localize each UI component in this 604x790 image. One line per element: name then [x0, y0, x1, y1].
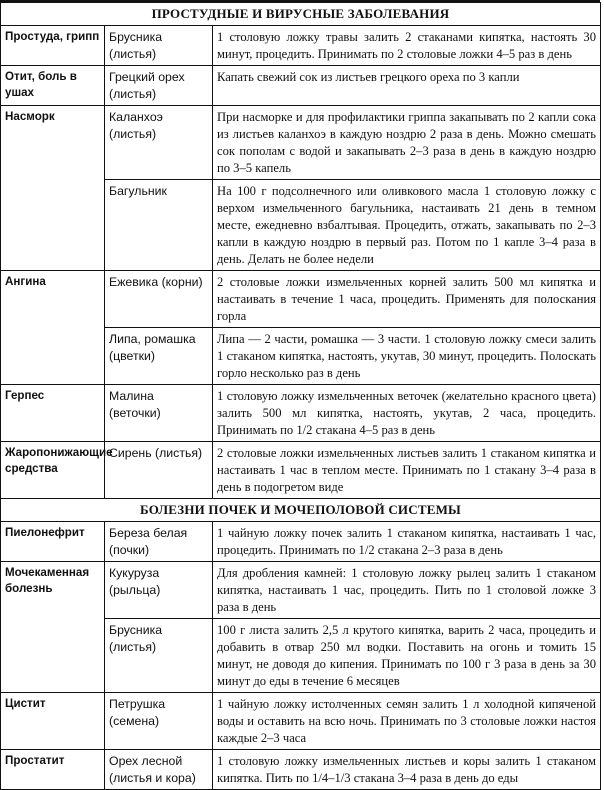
recipe-text: 1 чайную ложку истолченных семян залить 1 л холодной кипяченой воды и оставить на всю ночь. Принимать по 3 столовые ложки настоя каждые 2–3 часа — [213, 693, 601, 750]
plant-name: Малина (веточки) — [105, 385, 213, 442]
remedy-row — [1, 442, 601, 499]
recipe-text: 100 г листа залить 2,5 л крутого кипятка, варить 2 часа, процедить и добавить в отвар 250 мл водки. Поставить на огонь и томить 15 минут, не доводя до кипения. Принимать по 100 г 3 раза в день за 30 минут до еды в течение 6 месяцев — [213, 619, 601, 693]
disease-name: Пиелонефрит — [1, 522, 105, 562]
plant-name: Кукуруза (рыльца) — [105, 562, 213, 619]
remedy-row — [1, 26, 601, 66]
disease-name: Цистит — [1, 693, 105, 750]
plant-name: Ежевика (корни) — [105, 271, 213, 328]
remedies-table — [0, 2, 601, 790]
disease-name: Насморк — [1, 106, 105, 271]
section-title: БОЛЕЗНИ ПОЧЕК И МОЧЕПОЛОВОЙ СИСТЕМЫ — [1, 499, 601, 522]
disease-name: Ангина — [1, 271, 105, 385]
section-header-row — [1, 3, 601, 26]
remedy-row — [1, 562, 601, 619]
plant-name: Липа, ромашка (цветки) — [105, 328, 213, 385]
recipe-text: Для дробления камней: 1 столовую ложку рылец залить 1 стаканом кипятка, настаивать 1 час, процедить. Пить по 1 столовой ложке 3 раза в день — [213, 562, 601, 619]
section-header-row — [1, 499, 601, 522]
recipe-text: На 100 г подсолнечного или оливкового масла 1 столовую ложку с верхом измельченного багульника, настаивать 21 день в темном месте, ежедневно взбалтывая. Процедить, отжать, закапывать по 2–3 капли в каждую ноздрю в первый раз. Потом по 1 капле 3–4 раза в день. Делать не более недели — [213, 180, 601, 271]
recipe-text: 1 столовую ложку измельченных веточек (желательно красного цвета) залить 500 мл кипятка, настоять, укутав, 2 часа, процедить. Принимать по 1/2 стакана 4–5 раз в день — [213, 385, 601, 442]
plant-name: Брусника (листья) — [105, 26, 213, 66]
disease-name: Простатит — [1, 750, 105, 790]
recipe-text: 2 столовые ложки измельченных корней залить 500 мл кипятка и настаивать в течение 1 часа, процедить. Применять для полоскания горла — [213, 271, 601, 328]
recipe-text: 1 чайную ложку почек залить 1 стаканом кипятка, настаивать 1 час, процедить. Принимать по 1/2 стакана 2–3 раза в день — [213, 522, 601, 562]
remedy-row — [1, 66, 601, 106]
recipe-text: Капать свежий сок из листьев грецкого ореха по 3 капли — [213, 66, 601, 106]
recipe-text: 1 столовую ложку измельченных листьев и коры залить 1 стаканом кипятка. Пить по 1/4–1/3 стакана 3–4 раза в день до еды — [213, 750, 601, 790]
disease-name: Мочекаменная болезнь — [1, 562, 105, 693]
remedy-row — [1, 693, 601, 750]
remedy-row — [1, 750, 601, 790]
remedy-row — [1, 106, 601, 180]
plant-name: Орех лесной (листья и кора) — [105, 750, 213, 790]
recipe-text: Липа — 2 части, ромашка — 3 части. 1 столовую ложку смеси залить 1 стаканом кипятка, настоять, укутав, 30 минут, процедить. Полоскать горло несколько раз в день — [213, 328, 601, 385]
disease-name: Простуда, грипп — [1, 26, 105, 66]
recipe-text: 2 столовые ложки измельченных листьев залить 1 стаканом кипятка и настаивать 1 час в теплом месте. Принимать по 1 стакану 3–4 раза в день в подогретом виде — [213, 442, 601, 499]
disease-name: Отит, боль в ушах — [1, 66, 105, 106]
recipe-text: При насморке и для профилактики гриппа закапывать по 2 капли сока из листьев каланхоэ в каждую ноздрю 2 раза в день. Можно смешать сок пополам с водой и закапывать 2–3 раза в день в каждую ноздрю по 3–5 капель — [213, 106, 601, 180]
remedies-table-body — [1, 3, 601, 790]
remedy-row — [1, 522, 601, 562]
plant-name: Береза белая (почки) — [105, 522, 213, 562]
disease-name: Жаропонижающие средства — [1, 442, 105, 499]
plant-name: Сирень (листья) — [105, 442, 213, 499]
plant-name: Брусника (листья) — [105, 619, 213, 693]
recipe-text: 1 столовую ложку травы залить 2 стаканами кипятка, настоять 30 минут, процедить. Принимать по 2 столовые ложки 4–5 раз в день — [213, 26, 601, 66]
plant-name: Грецкий орех (листья) — [105, 66, 213, 106]
disease-name: Герпес — [1, 385, 105, 442]
remedy-row — [1, 385, 601, 442]
plant-name: Каланхоэ (листья) — [105, 106, 213, 180]
plant-name: Багульник — [105, 180, 213, 271]
plant-name: Петрушка (семена) — [105, 693, 213, 750]
remedy-row — [1, 271, 601, 328]
section-title: ПРОСТУДНЫЕ И ВИРУСНЫЕ ЗАБОЛЕВАНИЯ — [1, 3, 601, 26]
